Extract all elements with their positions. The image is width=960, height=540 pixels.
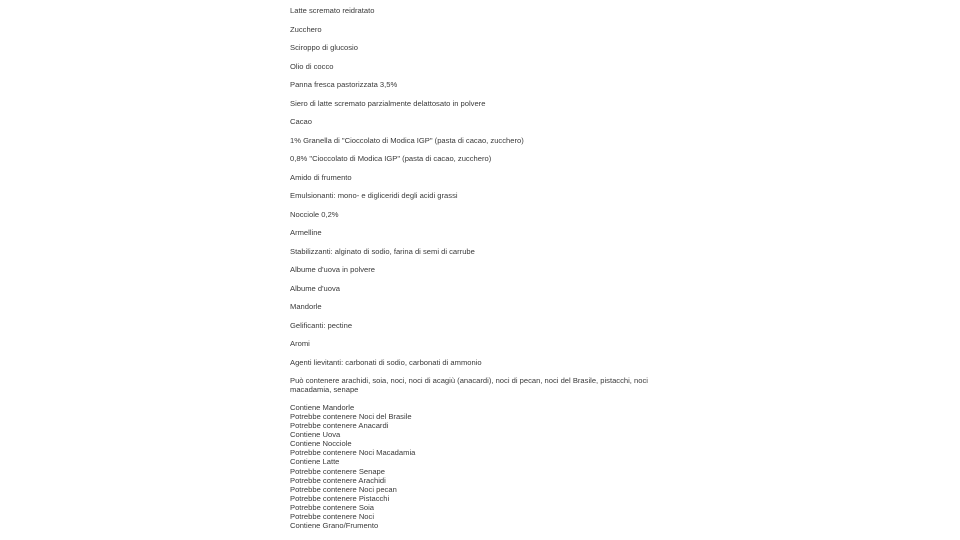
allergen-item: Contiene Uova bbox=[290, 430, 341, 440]
allergen-list bbox=[290, 403, 690, 531]
allergen-item: Potrebbe contenere Anacardi bbox=[290, 420, 389, 430]
ingredient-item: Amido di frumento bbox=[290, 172, 352, 182]
ingredient-item: Panna fresca pastorizzata 3,5% bbox=[290, 80, 398, 89]
ingredient-item: Cacao bbox=[290, 117, 312, 126]
ingredient-item: 1% Granella di "Cioccolato di Modica IGP" (pasta di cacao, zucchero) bbox=[290, 135, 524, 145]
ingredient-item: Siero di latte scremato parzialmente delattosato in polvere bbox=[290, 98, 486, 108]
allergen-item: Contiene Nocciole bbox=[290, 439, 352, 449]
ingredient-item: 0,8% "Cioccolato di Modica IGP" (pasta di cacao, zucchero) bbox=[290, 154, 492, 163]
ingredient-list bbox=[290, 6, 690, 394]
allergen-item: Potrebbe contenere Noci pecan bbox=[290, 484, 397, 494]
allergen-item: Contiene Mandorle bbox=[290, 402, 355, 412]
ingredient-item: Armelline bbox=[290, 228, 322, 237]
ingredient-item: Latte scremato reidratato bbox=[290, 6, 375, 15]
ingredient-item: Olio di cocco bbox=[290, 61, 334, 71]
allergen-item: Potrebbe contenere Senape bbox=[290, 466, 385, 476]
allergen-item: Potrebbe contenere Soia bbox=[290, 503, 375, 513]
ingredient-item: Stabilizzanti: alginato di sodio, farina di semi di carrube bbox=[290, 246, 475, 256]
ingredient-item: Agenti lievitanti: carbonati di sodio, carbonati di ammonio bbox=[290, 357, 482, 367]
ingredient-item: Gelificanti: pectine bbox=[290, 320, 353, 330]
allergen-item: Potrebbe contenere Noci Macadamia bbox=[290, 448, 416, 458]
ingredient-item: Albume d'uova in polvere bbox=[290, 265, 376, 274]
ingredient-item: Nocciole 0,2% bbox=[290, 209, 339, 219]
may-contain-note: Può contenere arachidi, soia, noci, noci di acagiù (anacardi), noci di pecan, noci del Brasile, pistacchi, noci macadamia, senape bbox=[290, 376, 648, 395]
allergen-item: Potrebbe contenere Noci del Brasile bbox=[290, 411, 412, 421]
allergen-item: Potrebbe contenere Noci bbox=[290, 512, 375, 522]
ingredient-item: Mandorle bbox=[290, 302, 322, 311]
ingredient-item: Sciroppo di glucosio bbox=[290, 43, 358, 52]
ingredient-item: Albume d'uova bbox=[290, 283, 340, 293]
allergen-item: Contiene Grano/Frumento bbox=[290, 521, 379, 531]
ingredient-item: Emulsionanti: mono- e digliceridi degli acidi grassi bbox=[290, 191, 458, 200]
ingredient-item: Zucchero bbox=[290, 24, 322, 34]
allergen-item: Potrebbe contenere Pistacchi bbox=[290, 494, 390, 503]
ingredient-item: Aromi bbox=[290, 339, 310, 348]
allergen-item: Potrebbe contenere Arachidi bbox=[290, 475, 386, 485]
ingredients-panel bbox=[290, 6, 690, 531]
allergen-item: Contiene Latte bbox=[290, 457, 340, 467]
